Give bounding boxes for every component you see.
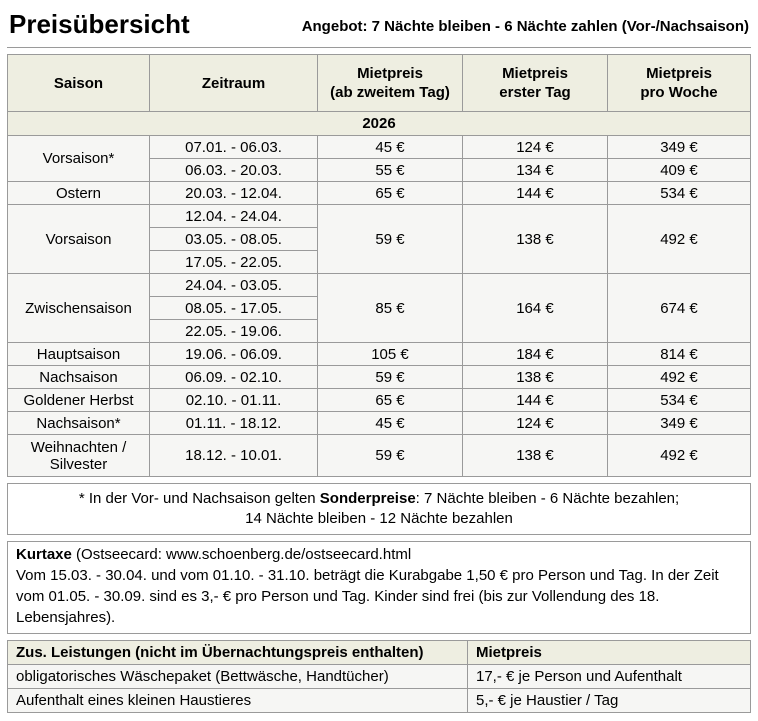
extras-price-cell: 5,- € je Haustier / Tag bbox=[468, 689, 751, 713]
table-row bbox=[8, 182, 751, 205]
price-cell: 814 € bbox=[608, 343, 751, 366]
season-cell: Vorsaison* bbox=[8, 136, 150, 182]
zeitraum-cell: 06.09. - 02.10. bbox=[150, 366, 318, 389]
price-cell: 534 € bbox=[608, 182, 751, 205]
extras-table bbox=[7, 640, 751, 713]
zeitraum-cell: 22.05. - 19.06. bbox=[150, 320, 318, 343]
season-cell: Nachsaison* bbox=[8, 412, 150, 435]
zeitraum-cell: 19.06. - 06.09. bbox=[150, 343, 318, 366]
zeitraum-cell: 07.01. - 06.03. bbox=[150, 136, 318, 159]
price-cell: 45 € bbox=[318, 412, 463, 435]
kurtaxe-heading: Kurtaxe bbox=[16, 546, 72, 563]
price-cell: 59 € bbox=[318, 205, 463, 274]
price-cell: 674 € bbox=[608, 274, 751, 343]
zeitraum-cell: 20.03. - 12.04. bbox=[150, 182, 318, 205]
price-cell: 134 € bbox=[463, 159, 608, 182]
extras-header-left: Zus. Leistungen (nicht im Übernachtungspreis enthalten) bbox=[8, 641, 468, 665]
price-table-header-row bbox=[8, 55, 751, 112]
season-cell: Nachsaison bbox=[8, 366, 150, 389]
note-bold-sonderpreise: Sonderpreise bbox=[319, 490, 416, 507]
season-cell: Vorsaison bbox=[8, 205, 150, 274]
page-title: Preisübersicht bbox=[9, 9, 190, 39]
col-header-line: Mietpreis bbox=[357, 65, 423, 82]
zeitraum-cell: 01.11. - 18.12. bbox=[150, 412, 318, 435]
extras-header-row bbox=[8, 641, 751, 665]
price-cell: 144 € bbox=[463, 182, 608, 205]
kurtaxe-body: Vom 15.03. - 30.04. und vom 01.10. - 31.10. beträgt die Kurabgabe 1,50 € pro Person und Tag. In der Zeit vom 01.05. - 30.09. sind es 3,- € pro Person und Tag. Kinder sind frei (bis zur Vollendung des 18. Lebensjahres). bbox=[16, 567, 719, 626]
table-row bbox=[8, 136, 751, 159]
kurtaxe-section bbox=[7, 541, 751, 634]
price-cell: 65 € bbox=[318, 182, 463, 205]
note-text-pre: * In der Vor- und Nachsaison gelten bbox=[78, 490, 320, 507]
extras-row bbox=[8, 665, 751, 689]
zeitraum-cell: 17.05. - 22.05. bbox=[150, 251, 318, 274]
col-header-line: erster Tag bbox=[499, 84, 571, 101]
price-cell: 138 € bbox=[463, 366, 608, 389]
price-cell: 65 € bbox=[318, 389, 463, 412]
col-header-saison: Saison bbox=[8, 55, 150, 112]
price-cell: 349 € bbox=[608, 136, 751, 159]
note-text-line1: : 7 Nächte bleiben - 6 Nächte bezahlen; bbox=[415, 490, 680, 507]
price-cell: 492 € bbox=[608, 435, 751, 477]
season-cell: Weihnachten / Silvester bbox=[8, 435, 150, 477]
col-header-line: Mietpreis bbox=[502, 65, 568, 82]
zeitraum-cell: 18.12. - 10.01. bbox=[150, 435, 318, 477]
price-cell: 124 € bbox=[463, 412, 608, 435]
price-cell: 409 € bbox=[608, 159, 751, 182]
year-header: 2026 bbox=[8, 112, 751, 136]
price-cell: 55 € bbox=[318, 159, 463, 182]
price-cell: 144 € bbox=[463, 389, 608, 412]
col-header-mietpreis-ab-zweitem-tag bbox=[318, 55, 463, 112]
offer-text: Angebot: 7 Nächte bleiben - 6 Nächte zahlen (Vor-/Nachsaison) bbox=[301, 18, 749, 35]
kurtaxe-heading-rest: (Ostseecard: www.schoenberg.de/ostseecard.html bbox=[71, 546, 412, 563]
price-cell: 492 € bbox=[608, 366, 751, 389]
season-cell: Goldener Herbst bbox=[8, 389, 150, 412]
col-header-line: pro Woche bbox=[640, 84, 718, 101]
col-header-line: (ab zweitem Tag) bbox=[330, 84, 450, 101]
table-row bbox=[8, 274, 751, 297]
table-row bbox=[8, 412, 751, 435]
zeitraum-cell: 08.05. - 17.05. bbox=[150, 297, 318, 320]
price-cell: 349 € bbox=[608, 412, 751, 435]
price-cell: 85 € bbox=[318, 274, 463, 343]
table-row bbox=[8, 343, 751, 366]
year-row bbox=[8, 112, 751, 136]
col-header-mietpreis-erster-tag bbox=[463, 55, 608, 112]
price-cell: 492 € bbox=[608, 205, 751, 274]
price-cell: 138 € bbox=[463, 435, 608, 477]
titlebar bbox=[7, 6, 751, 48]
price-cell: 124 € bbox=[463, 136, 608, 159]
price-cell: 59 € bbox=[318, 435, 463, 477]
special-price-note bbox=[7, 483, 751, 535]
extras-price-cell: 17,- € je Person und Aufenthalt bbox=[468, 665, 751, 689]
extras-row bbox=[8, 689, 751, 713]
price-cell: 184 € bbox=[463, 343, 608, 366]
table-row bbox=[8, 389, 751, 412]
price-cell: 164 € bbox=[463, 274, 608, 343]
zeitraum-cell: 24.04. - 03.05. bbox=[150, 274, 318, 297]
col-header-mietpreis-pro-woche bbox=[608, 55, 751, 112]
zeitraum-cell: 03.05. - 08.05. bbox=[150, 228, 318, 251]
col-header-line: Mietpreis bbox=[646, 65, 712, 82]
col-header-zeitraum: Zeitraum bbox=[150, 55, 318, 112]
kurtaxe-heading-line bbox=[16, 544, 742, 565]
table-row bbox=[8, 435, 751, 477]
note-text-line2: 14 Nächte bleiben - 12 Nächte bezahlen bbox=[245, 510, 513, 527]
price-cell: 45 € bbox=[318, 136, 463, 159]
zeitraum-cell: 06.03. - 20.03. bbox=[150, 159, 318, 182]
price-cell: 534 € bbox=[608, 389, 751, 412]
extras-label-cell: Aufenthalt eines kleinen Haustieres bbox=[8, 689, 468, 713]
zeitraum-cell: 02.10. - 01.11. bbox=[150, 389, 318, 412]
price-table bbox=[7, 54, 751, 477]
price-cell: 138 € bbox=[463, 205, 608, 274]
season-cell: Ostern bbox=[8, 182, 150, 205]
table-row bbox=[8, 205, 751, 228]
season-cell: Zwischensaison bbox=[8, 274, 150, 343]
table-row bbox=[8, 366, 751, 389]
extras-header-right: Mietpreis bbox=[468, 641, 751, 665]
price-cell: 105 € bbox=[318, 343, 463, 366]
price-cell: 59 € bbox=[318, 366, 463, 389]
extras-label-cell: obligatorisches Wäschepaket (Bettwäsche, Handtücher) bbox=[8, 665, 468, 689]
zeitraum-cell: 12.04. - 24.04. bbox=[150, 205, 318, 228]
season-cell: Hauptsaison bbox=[8, 343, 150, 366]
